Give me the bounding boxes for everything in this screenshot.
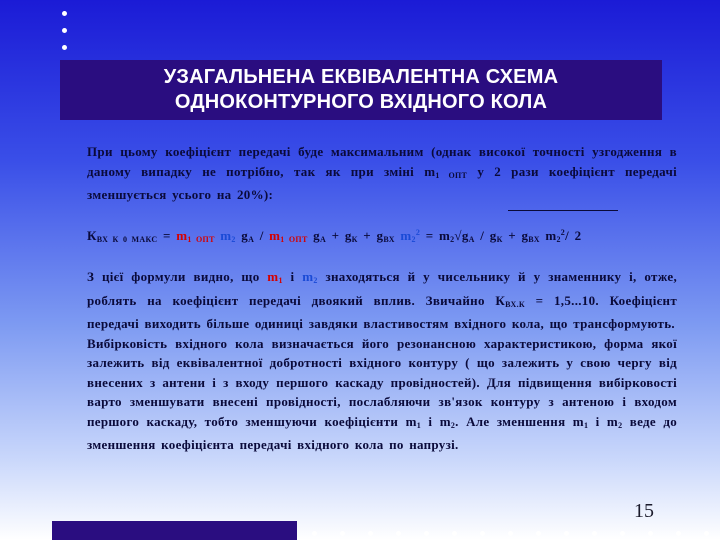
bottom-accent-bar (52, 521, 297, 540)
title-line-2: ОДНОКОНТУРНОГО ВХІДНОГО КОЛА (174, 91, 548, 113)
slide-title (164, 65, 558, 115)
paragraph-3: Вибірковість вхідного кола визначається його резонансною характеристикою, форма якої залежить від еквівалентної добротності вхідного контуру ( що залежить у свою чергу від внесених з антени і з входу першого каскаду провідностей). Для підвищення вибірковості варто зменшувати внесені провідності, послабляючи зв'язок контуру з антеною і входом першого каскаду, тобто зменшуючи коефіцієнти $m_1$ і $m_2$. Але зменшення $m_1$ і $m_2$ веде до зменшення коефіцієнта передачі вхідного кола по напрузі. (87, 335, 677, 452)
title-bar (60, 60, 662, 120)
formula-overline (508, 210, 618, 211)
page-number: 15 (634, 500, 654, 522)
paragraph-1: При цьому коефіцієнт передачі буде максимальним (однак високої точності узгодження в даному випадку не потрібно, так як при зміні $m_{1 ОПТ}$ у 2 рази коефіцієнт передачі зменшується усього на 20%): (87, 144, 677, 202)
slide-body (87, 142, 677, 455)
title-line-1: УЗАГАЛЬНЕНА ЕКВІВАЛЕНТНА СХЕМА (163, 66, 559, 88)
formula: $К_{ВХ К 0 МАКС} = m_{1 ОПТ}$ $m_2$ $g_А / m_{1 ОПТ}$ $g_А + g_К + g_{ВХ}$ $m_2^2 = m_2√g_А / g_К + g_{ВХ}$ $m_2^2/$ 2 (87, 227, 582, 244)
paragraph-2: З цієї формули видно, що $m_1$ і $m_2$ знаходяться й у чисельнику й у знаменнику і, отже, роблять на коефіцієнт передачі двоякий вплив. Звичайно $К_{ВХ.К} = 1,5...10$. Коефіцієнт передачі виходить більше одиниці завдяки властивостям вхідного кола, що трансформують. (87, 269, 678, 331)
